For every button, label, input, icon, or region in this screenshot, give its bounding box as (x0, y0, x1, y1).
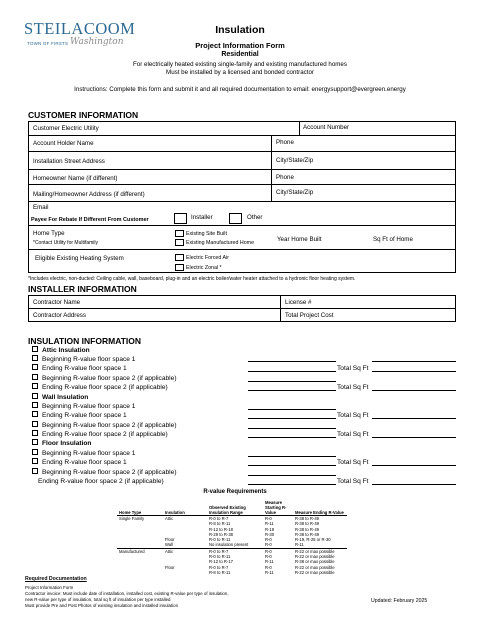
rvalue-cell: R-0 (265, 537, 272, 543)
attic-total2-field[interactable] (372, 390, 456, 391)
rvalue-cell: R-19, R-25 or R-30 (295, 537, 331, 543)
attic-checkbox[interactable] (32, 346, 38, 352)
rvalue-cell: R-12 to R-17 (209, 559, 233, 565)
floor-begin1-field[interactable] (248, 456, 336, 457)
attic-end1 (32, 365, 127, 372)
rvalue-table (117, 500, 347, 575)
manufactured-checkbox[interactable] (175, 239, 184, 246)
heating-footnote: *Includes electric, non-ducted: Ceiling cable, wall, baseboard, plug-in and an electric boiler/water heater attached to a hydronic floor heating system. (28, 276, 356, 282)
rv-col-home-type: Home Type (117, 500, 163, 516)
sqft-label[interactable]: Sq Ft of Home (373, 236, 413, 243)
rvalue-cell: R-0 to R-7 (209, 516, 229, 521)
rvalue-cell: R-11 (265, 569, 274, 575)
divider (271, 185, 272, 202)
site-built-checkbox[interactable] (175, 230, 184, 237)
checkbox-glyph (32, 449, 38, 455)
phone-label[interactable]: Phone (276, 139, 294, 146)
wall-end1-label: Ending R-value floor space 1 (42, 412, 127, 419)
form-subtitle: Project Information Form (195, 41, 285, 50)
row-heating (29, 250, 455, 273)
wall-end2 (32, 431, 168, 438)
attic-total1-label: Total Sq Ft (337, 365, 369, 372)
home-type-note: *Contact Utility for Multifamily (33, 240, 99, 246)
rvalue-header-row (117, 500, 347, 516)
row-email-payee (29, 202, 455, 226)
required-doc-1: Project Information Form (25, 585, 74, 590)
rvalue-cell: R-0 to R-11 (209, 554, 231, 560)
zonal-checkbox[interactable] (175, 264, 184, 271)
floor-end2 (38, 478, 164, 485)
wall-begin2 (32, 422, 177, 429)
other-checkbox[interactable] (229, 213, 242, 224)
checkbox-glyph (32, 468, 38, 474)
checkbox-glyph (32, 421, 38, 427)
wall-end2-field[interactable] (248, 437, 336, 438)
rvalue-cell: R-8 to R-11 (209, 569, 231, 575)
rvalue-cell: R-0 (263, 548, 293, 554)
attic-begin1-field[interactable] (248, 361, 336, 362)
wall-checkbox[interactable] (32, 393, 38, 399)
checkbox-glyph (32, 364, 38, 370)
floor-label: Floor Insulation (42, 440, 92, 447)
installer-info-table (28, 295, 456, 322)
floor-total2-label: Total Sq Ft (337, 478, 369, 485)
rvalue-cell: R-0 to R-7 (207, 548, 263, 554)
heating-system-label: Eligible Existing Heating System (35, 255, 124, 262)
attic-total1-field[interactable] (372, 371, 456, 372)
floor-checkbox[interactable] (32, 439, 38, 445)
eligibility-line: For electrically heated existing single-family and existing manufactured homes (133, 61, 347, 68)
rvalue-cell (117, 570, 163, 575)
required-documentation-heading: Required Documentation (25, 576, 87, 582)
wall-begin2-field[interactable] (248, 428, 336, 429)
attic-begin1 (32, 356, 135, 363)
wall-end1 (32, 412, 127, 419)
manufactured-label: Existing Manufactured Home (186, 239, 255, 246)
checkbox-glyph (32, 355, 38, 361)
rvalue-cell: R-38 to R-49 (295, 531, 319, 537)
mailing-address-label[interactable]: Mailing/Homeowner Address (if different) (33, 191, 145, 198)
rvalue-cell: R-11 (265, 521, 274, 527)
attic-end2 (32, 384, 168, 391)
floor-end2-label: Ending R-value floor space 2 (if applicable) (38, 478, 164, 485)
row-mailing (29, 185, 455, 202)
row-street (29, 152, 455, 170)
installer-label: Installer (191, 214, 213, 221)
checkbox-glyph (32, 430, 38, 436)
checkbox-glyph (32, 374, 38, 380)
floor-begin1-label: Beginning R-value floor space 1 (42, 450, 136, 457)
rvalue-cell: Floor (165, 537, 175, 543)
row-contractor-name (29, 296, 455, 309)
wall-total1-label: Total Sq Ft (337, 412, 369, 419)
rvalue-cell: Attic (163, 548, 207, 554)
updated-date: Updated: February 2025 (371, 598, 428, 604)
manufactured-option[interactable] (175, 239, 254, 246)
city-state-zip-label[interactable]: City/State/Zip (276, 157, 314, 164)
contractor-requirement-line: Must be installed by a licensed and bonded contractor (166, 69, 314, 76)
rvalue-row (117, 570, 347, 575)
installation-street-label[interactable]: Installation Street Address (33, 158, 105, 165)
rvalue-cell: R-11 (295, 542, 304, 548)
rvalue-cell: Wall (165, 542, 173, 548)
wall-label: Wall Insulation (42, 394, 89, 401)
wall-begin1-field[interactable] (248, 409, 336, 410)
attic-end2-label: Ending R-value floor space 2 (if applicable) (42, 384, 168, 391)
floor-end1-label: Ending R-value floor space 1 (42, 459, 127, 466)
rvalue-cell: No insulation present (209, 542, 249, 548)
required-doc-3: new R-value per type of insulation, total sq ft of insulation per type installed (25, 597, 171, 602)
attic-begin2-label: Beginning R-value floor space 2 (if applicable) (42, 375, 177, 382)
attic-end2-field[interactable] (248, 390, 336, 391)
row-utility (29, 122, 455, 136)
divider (299, 122, 300, 136)
rvalue-cell: Single Family (119, 516, 145, 521)
floor-total1-label: Total Sq Ft (337, 459, 369, 466)
floor-begin2-label: Beginning R-value floor space 2 (if applicable) (42, 469, 177, 476)
rvalue-cell: R-22 or max possible (293, 548, 347, 554)
rvalue-cell: R-38 or max possible (295, 559, 335, 565)
attic-section[interactable] (32, 347, 90, 354)
instructions: Instructions: Complete this form and submit it and all required documentation to email: energysupport@evergreen.energy (74, 86, 406, 93)
floor-begin2-field[interactable] (248, 475, 336, 476)
floor-total1-field[interactable] (372, 465, 456, 466)
phone2-label[interactable]: Phone (276, 174, 294, 181)
rvalue-cell: R-8 to R-11 (209, 521, 231, 527)
floor-begin1 (32, 450, 135, 457)
forced-air-option[interactable] (175, 254, 229, 261)
license-label[interactable]: License # (285, 299, 312, 306)
rvalue-cell: R-22 or max possible (295, 569, 335, 575)
city-state-zip2-label[interactable]: City/State/Zip (276, 189, 314, 196)
wall-end2-label: Ending R-value floor space 2 (if applicable) (42, 431, 168, 438)
forced-air-checkbox[interactable] (175, 254, 184, 261)
form-subtitle-residential: Residential (221, 51, 259, 58)
wall-begin1-label: Beginning R-value floor space 1 (42, 403, 136, 410)
attic-label: Attic Insulation (42, 347, 90, 354)
rvalue-body (117, 516, 347, 576)
floor-end2-field[interactable] (248, 484, 336, 485)
account-number-label[interactable]: Account Number (303, 124, 350, 131)
rvalue-cell: R-29 to R-38 (209, 531, 233, 537)
attic-end1-label: Ending R-value floor space 1 (42, 365, 127, 372)
row-homeowner (29, 170, 455, 185)
rvalue-cell: Floor (165, 564, 175, 570)
logo-tagline: TOWN OF FIRSTS (27, 41, 69, 46)
divider (271, 136, 272, 152)
form-title: Insulation (215, 24, 265, 36)
rvalue-cell: R-30 (265, 531, 275, 537)
contractor-name-label[interactable]: Contractor Name (33, 299, 81, 306)
rvalue-cell: R-11 (265, 559, 274, 565)
required-doc-2: Contractor invoice: Must include date of installation, installed cost, existing R-value per type of insulation, (25, 591, 229, 596)
attic-begin2-field[interactable] (248, 381, 336, 382)
rvalue-cell: R-22 or max possible (295, 554, 335, 560)
rvalue-cell: R-38 to R-49 (295, 521, 319, 527)
floor-end1-field[interactable] (248, 465, 336, 466)
logo-state: Washington (70, 37, 124, 47)
site-built-option[interactable] (175, 230, 227, 237)
forced-air-label: Electric Forced Air (186, 254, 229, 261)
rvalue-cell: R-0 to R-7 (209, 564, 229, 570)
rv-col-end: Measure Ending R-Value (293, 500, 347, 516)
divider (280, 296, 281, 321)
rvalue-cell: R-22 or max possible (295, 564, 335, 570)
attic-begin1-label: Beginning R-value floor space 1 (42, 356, 136, 363)
divider (271, 170, 272, 185)
rvalue-cell: R-38 to R-49 (295, 526, 319, 532)
required-doc-4: Must provide Pre and Post Photos of existing insulation and installed insulation (25, 603, 179, 608)
wall-begin1 (32, 403, 135, 410)
rvalue-cell: R-0 (265, 554, 272, 560)
checkbox-glyph (32, 383, 38, 389)
wall-total1-field[interactable] (372, 418, 456, 419)
wall-section[interactable] (32, 394, 88, 401)
payee-label: Payee For Rebate If Different From Customer (31, 217, 149, 223)
site-built-label: Existing Site Built (186, 230, 227, 237)
insulation-heading: INSULATION INFORMATION (28, 336, 142, 346)
other-label: Other (247, 214, 263, 221)
divider (271, 152, 272, 170)
row-account-holder (29, 136, 455, 152)
checkbox-glyph (32, 458, 38, 464)
rvalue-cell: Attic (165, 516, 174, 521)
installer-checkbox[interactable] (174, 213, 187, 224)
rv-col-observed: Observed Existing Insulation Range (207, 500, 263, 516)
rvalue-cell: R-0 (265, 542, 272, 548)
rvalue-cell: Manufactured (117, 548, 163, 554)
year-built-label[interactable]: Year Home Built (277, 236, 322, 243)
customer-info-table (28, 121, 456, 273)
customer-heading: CUSTOMER INFORMATION (28, 110, 139, 120)
account-holder-label[interactable]: Account Holder Name (33, 140, 94, 147)
home-type-label: Home Type (33, 230, 65, 237)
attic-begin1-extra-field[interactable] (372, 361, 456, 362)
email-label[interactable]: Email (33, 204, 49, 211)
checkbox-glyph (32, 402, 38, 408)
rvalue-cell: R-19 (265, 526, 275, 532)
floor-section[interactable] (32, 440, 91, 447)
rvalue-cell (163, 570, 207, 575)
total-project-cost-label[interactable]: Total Project Cost (285, 312, 334, 319)
attic-end1-field[interactable] (248, 371, 336, 372)
rvalue-cell: R-38 to R-49 (295, 516, 319, 521)
floor-end1 (32, 459, 127, 466)
installer-heading: INSTALLER INFORMATION (28, 284, 137, 294)
attic-total2-label: Total Sq Ft (337, 384, 369, 391)
wall-total2-label: Total Sq Ft (337, 431, 369, 438)
wall-begin2-label: Beginning R-value floor space 2 (if applicable) (42, 422, 177, 429)
customer-electric-utility-label[interactable]: Customer Electric Utility (33, 125, 99, 132)
rvalue-cell: R-0 to R-11 (209, 537, 231, 543)
rvalue-cell: R-12 to R-18 (209, 526, 233, 532)
rvalue-cell: R-0 (265, 564, 272, 570)
rv-col-start: Measure Starting R-Value (263, 500, 293, 516)
homeowner-name-label[interactable]: Homeowner Name (if different) (33, 175, 118, 182)
floor-total2-field[interactable] (372, 484, 456, 485)
floor-begin2 (32, 469, 177, 476)
attic-begin2 (32, 375, 177, 382)
wall-total2-field[interactable] (372, 437, 456, 438)
zonal-option[interactable] (175, 264, 222, 271)
contractor-address-label[interactable]: Contractor Address (33, 312, 86, 319)
rvalue-cell: R-0 (265, 516, 272, 521)
checkbox-glyph (32, 411, 38, 417)
row-home-type (29, 226, 455, 250)
rvalue-title: R-value Requirements (203, 489, 267, 495)
zonal-label: Electric Zonal * (186, 264, 222, 271)
wall-end1-field[interactable] (248, 418, 336, 419)
logo-name: STEILACOOM (24, 19, 136, 38)
rv-col-insulation: Insulation (163, 500, 207, 516)
